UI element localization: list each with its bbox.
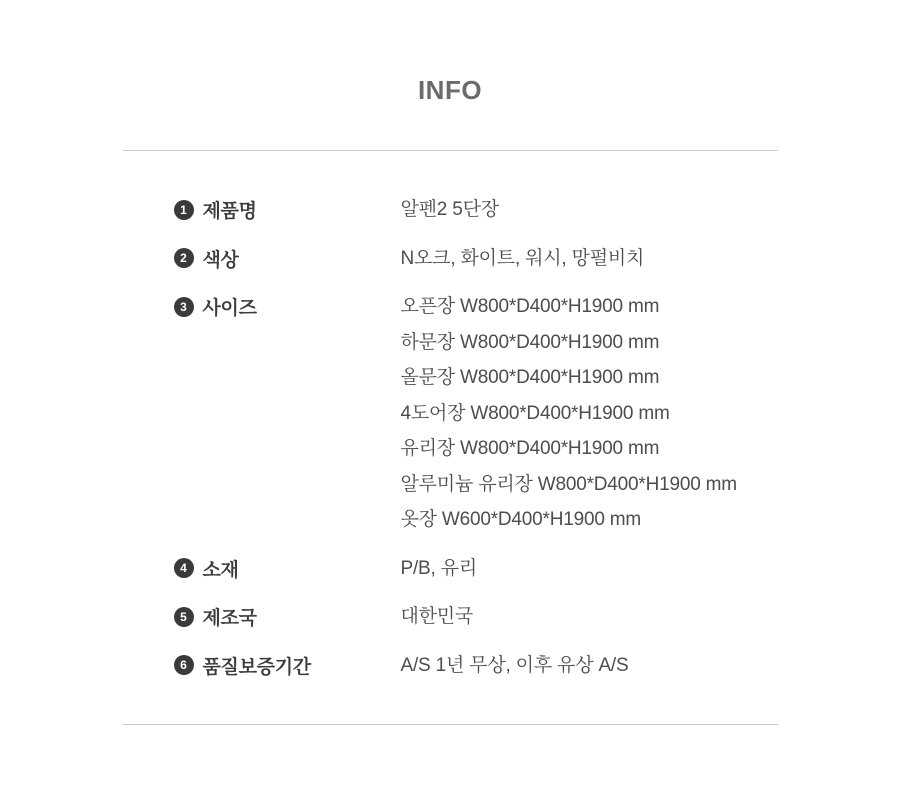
row-value-cell	[401, 192, 778, 228]
value-line: 대한민국	[400, 606, 474, 627]
value-line: 하문장 W800*D400*H1900 mm	[400, 331, 660, 353]
row-label-cell	[174, 192, 401, 228]
value-line: N오크, 화이트, 워시, 망펄비치	[400, 247, 645, 269]
value-line: A/S 1년 무상, 이후 유상 A/S	[400, 654, 629, 676]
number-badge-4: 4	[174, 558, 194, 578]
row-label: 제품명	[202, 201, 257, 223]
number-badge-6: 6	[174, 655, 194, 675]
info-row-size	[174, 289, 778, 538]
row-label: 사이즈	[202, 298, 257, 320]
info-row-country	[174, 599, 778, 635]
info-spec-table	[123, 150, 778, 725]
row-value-cell	[401, 648, 778, 684]
row-label-cell	[174, 551, 401, 587]
row-value-cell	[401, 599, 778, 635]
value-line: 옷장 W600*D400*H1900 mm	[400, 509, 642, 530]
value-line: 알펜2 5단장	[400, 199, 499, 220]
row-label-cell	[174, 289, 401, 325]
page-title: INFO	[417, 75, 483, 105]
row-label-cell	[174, 599, 401, 635]
row-value-cell	[401, 241, 778, 277]
value-line: 올문장 W800*D400*H1900 mm	[400, 367, 660, 388]
row-label: 소재	[202, 559, 239, 581]
row-value-cell	[401, 289, 778, 538]
value-line: 오픈장 W800*D400*H1900 mm	[400, 296, 660, 317]
value-line: 알루미늄 유리장 W800*D400*H1900 mm	[400, 473, 737, 495]
number-badge-3: 3	[174, 297, 194, 317]
row-label: 품질보증기간	[202, 656, 311, 678]
info-row-product-name	[174, 192, 778, 228]
number-badge-5: 5	[174, 607, 194, 627]
number-badge-2: 2	[174, 248, 194, 268]
row-label: 제조국	[202, 608, 257, 630]
row-value-cell	[401, 551, 778, 587]
info-row-material	[174, 551, 778, 587]
info-row-color	[174, 241, 778, 277]
value-line: 4도어장 W800*D400*H1900 mm	[400, 402, 670, 424]
row-label: 색상	[202, 249, 239, 271]
row-label-cell	[174, 241, 401, 277]
row-label-cell	[174, 648, 401, 684]
value-line: P/B, 유리	[400, 557, 477, 579]
value-line: 유리장 W800*D400*H1900 mm	[400, 438, 660, 459]
info-row-warranty	[174, 648, 778, 684]
number-badge-1: 1	[174, 200, 194, 220]
